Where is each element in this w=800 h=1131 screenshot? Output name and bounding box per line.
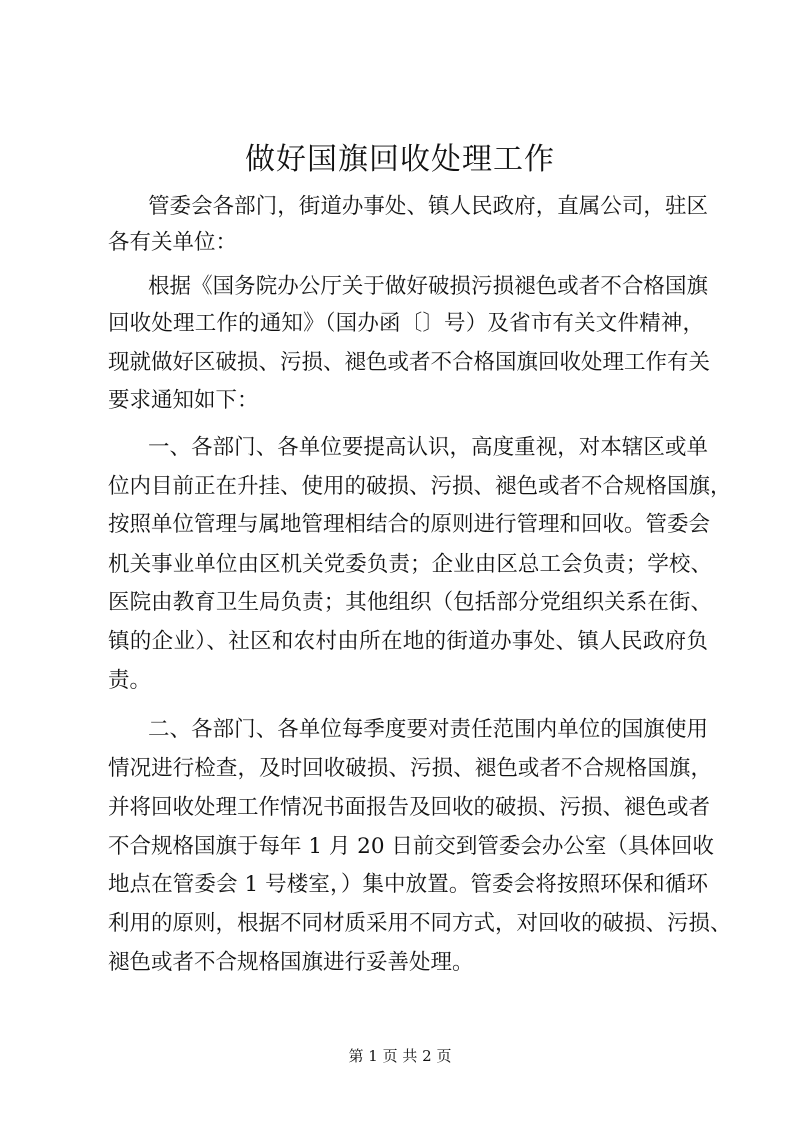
paragraph-line: 不合规格国旗于每年 1 月 20 日前交到管委会办公室（具体回收	[108, 834, 714, 859]
paragraph-line: 地点在管委会 1 号楼室，）集中放置。管委会将按照环保和循环	[108, 872, 708, 897]
salutation-line-1: 管委会各部门，街道办事处、镇人民政府，直属公司，驻区	[148, 194, 708, 219]
page-number-footer: 第 1 页 共 2 页	[348, 1047, 452, 1065]
paragraph-line: 机关事业单位由区机关党委负责；企业由区总工会负责；学校、	[108, 552, 712, 577]
paragraph-line: 回收处理工作的通知》（国办函〔〕号）及省市有关文件精神，	[108, 311, 704, 336]
paragraph-line: 镇的企业）、社区和农村由所在地的街道办事处、镇人民政府负	[108, 629, 708, 654]
salutation-line-2: 各有关单位：	[108, 230, 238, 255]
paragraph-line: 一、各部门、各单位要提高认识，高度重视，对本辖区或单	[148, 435, 708, 460]
paragraph-line: 责。	[108, 668, 152, 693]
paragraph-line: 医院由教育卫生局负责；其他组织（包括部分党组织关系在街、	[108, 590, 712, 615]
paragraph-line: 根据《国务院办公厅关于做好破损污损褪色或者不合格国旗	[148, 274, 708, 299]
paragraph-line: 褪色或者不合规格国旗进行妥善处理。	[108, 950, 474, 975]
paragraph-line: 情况进行检查，及时回收破损、污损、褪色或者不合规格国旗，	[108, 756, 712, 781]
document-title: 做好国旗回收处理工作	[245, 142, 555, 177]
paragraph-line: 现就做好区破损、污损、褪色或者不合格国旗回收处理工作有关	[108, 350, 711, 375]
paragraph-line: 要求通知如下：	[108, 388, 259, 413]
paragraph-line: 位内目前正在升挂、使用的破损、污损、褪色或者不合规格国旗，	[108, 474, 732, 499]
paragraph-line: 并将回收处理工作情况书面报告及回收的破损、污损、褪色或者	[108, 795, 711, 820]
paragraph-line: 按照单位管理与属地管理相结合的原则进行管理和回收。管委会	[108, 512, 711, 537]
paragraph-line: 利用的原则，根据不同材质采用不同方式，对回收的破损、污损、	[108, 911, 732, 936]
paragraph-line: 二、各部门、各单位每季度要对责任范围内单位的国旗使用	[148, 717, 708, 742]
